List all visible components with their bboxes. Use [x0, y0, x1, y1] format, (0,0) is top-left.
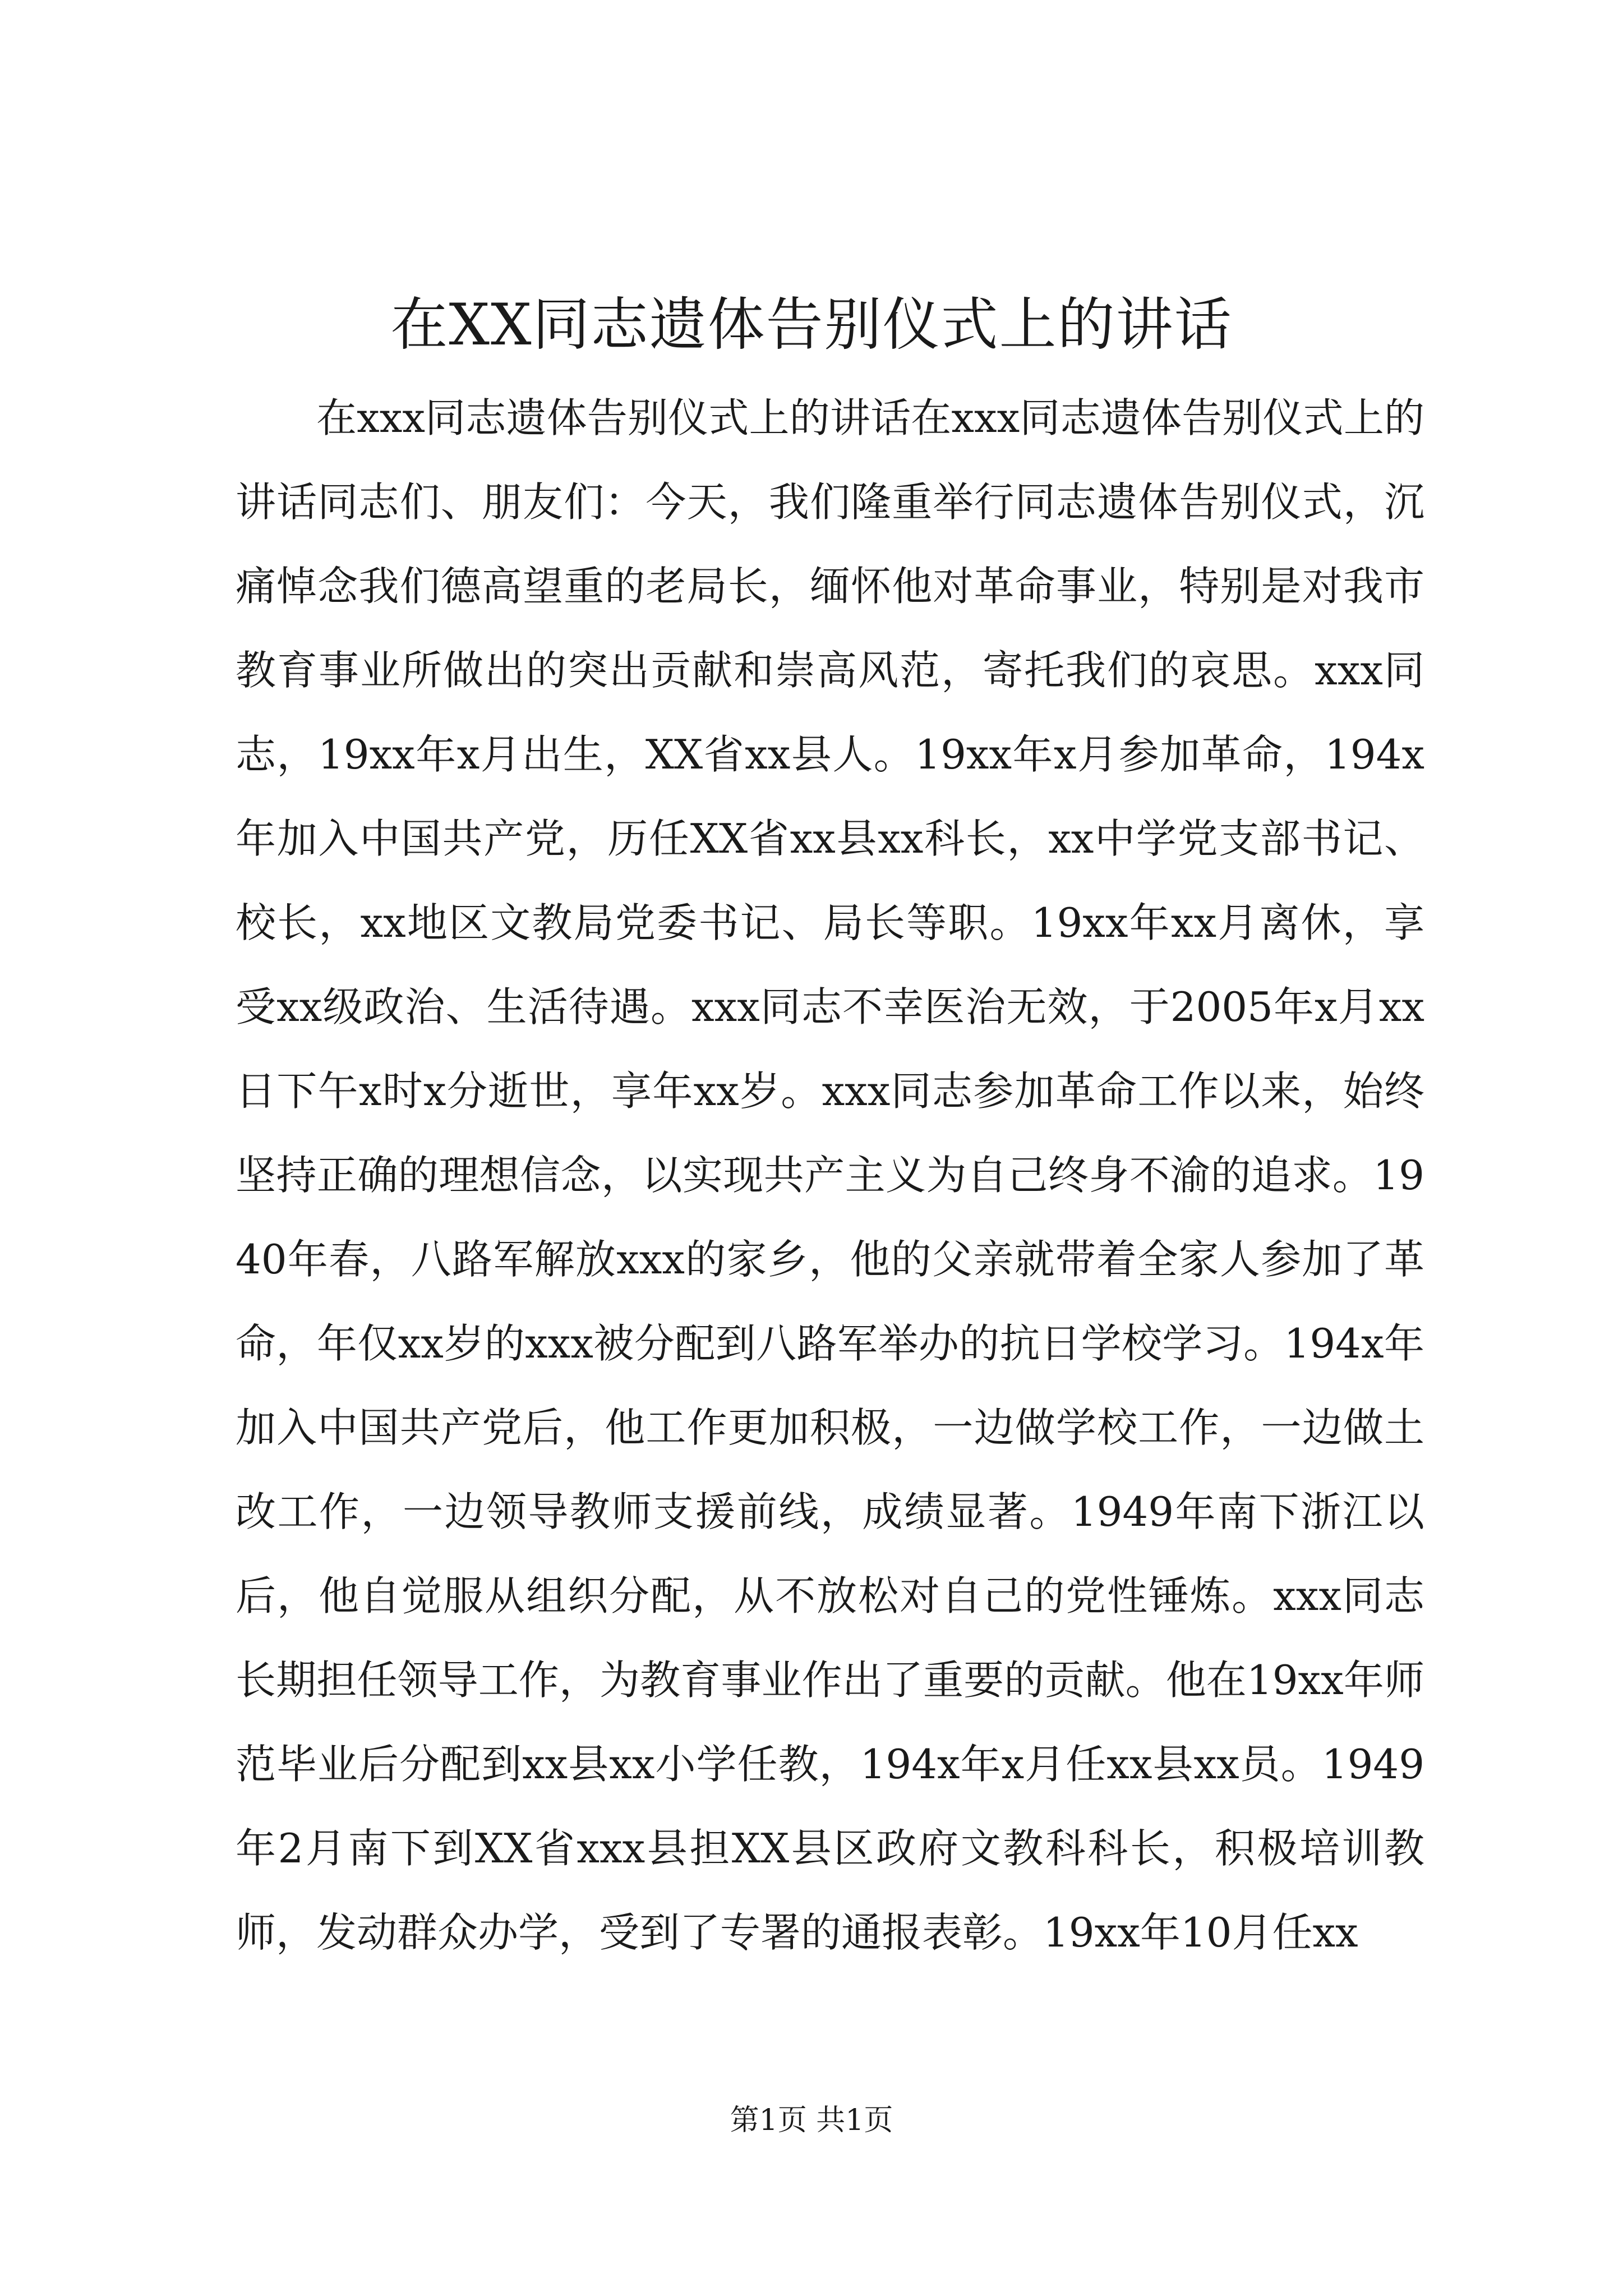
document-title: 在XX同志遗体告别仪式上的讲话: [390, 292, 1233, 358]
page-number: 第1页 共1页: [730, 2104, 893, 2137]
document-body: 在xxx同志遗体告别仪式上的讲话在xxx同志遗体告别仪式上的讲话同志们、朋友们：今天，我们隆重举行同志遗体告别仪式，沉痛悼念我们德高望重的老局长，缅怀他对革命事业，特别是对我市教育事业所做出的突出贡献和崇高风范，寄托我们的哀思。xxx同志，19xx年x月出生，XX省xx县人。19xx年x月参加革命，194x年加入中国共产党，历任XX省xx县xx科长，xx中学党支部书记、校长，xx地区文教局党委书记、局长等职。19xx年xx月离休，享受xx级政治、生活待遇。xxx同志不幸医治无效，于2005年x月xx日下午x时x分逝世，享年xx岁。xxx同志参加革命工作以来，始终坚持正确的理想信念，以实现共产主义为自己终身不渝的追求。1940年春，八路军解放xxx的家乡，他的父亲就带着全家人参加了革命，年仅xx岁的xxx被分配到八路军举办的抗日学校学习。194x年加入中国共产党后，他工作更加积极，一边做学校工作，一边做土改工作，一边领导教师支援前线，成绩显著。1949年南下浙江以后，他自觉服从组织分配，从不放松对自己的党性锤炼。xxx同志长期担任领导工作，为教育事业作出了重要的贡献。他在19xx年师范毕业后分配到xx县xx小学任教，194x年x月任xx县xx员。1949年2月南下到XX省xxx县担XX县区政府文教科科长，积极培训教师，发动群众办学，受到了专署的通报表彰。19xx年10月任xx: [236, 394, 1424, 1956]
